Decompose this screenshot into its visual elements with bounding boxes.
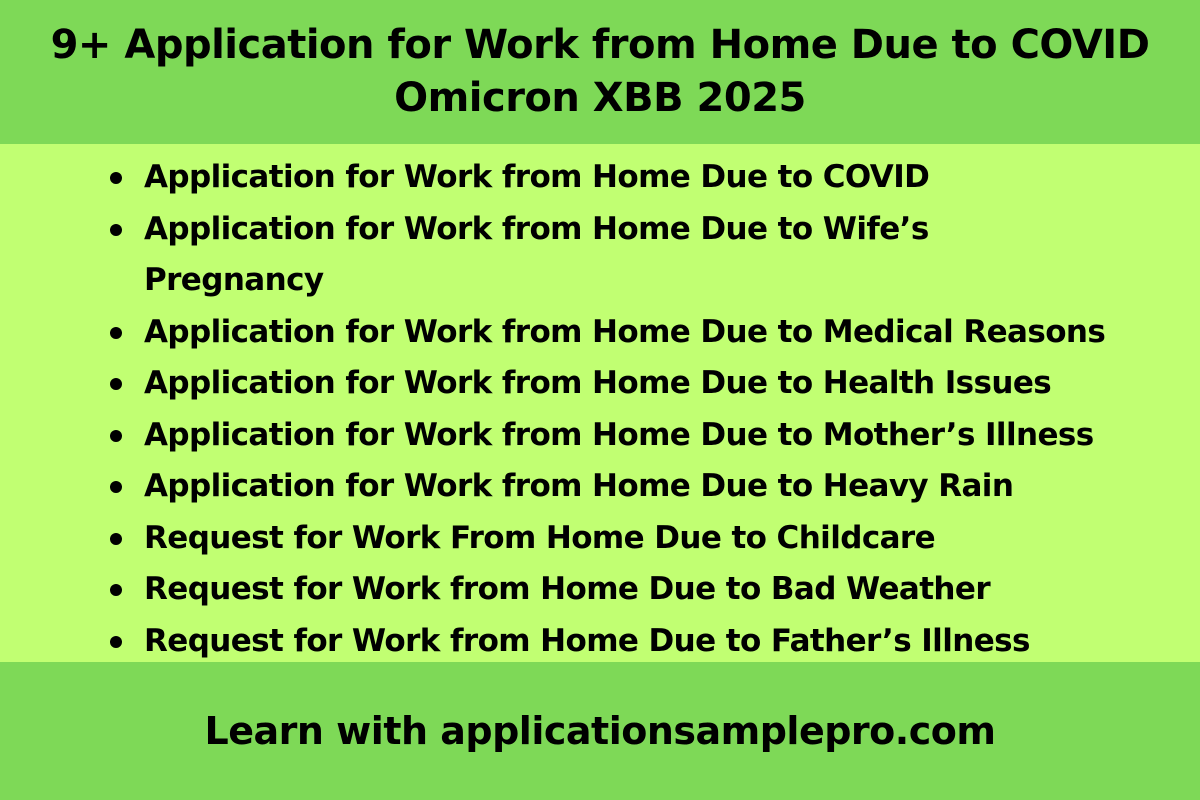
list-item-text: Application for Work from Home Due to Wife’s Pregnancy [144,210,929,298]
list-item-text: Application for Work from Home Due to Heavy Rain [144,468,1014,504]
list-item [106,152,1186,204]
list-item [106,204,1186,307]
footer-text: Learn with applicationsamplepro.com [204,709,996,753]
list-item [106,410,1186,462]
list-item-text: Request for Work From Home Due to Childcare [144,519,936,556]
content-panel [0,144,1200,662]
list-item [106,513,1186,565]
list-item-text: Application for Work from Home Due to Mother’s Illness [144,416,1094,453]
list-item [106,358,1186,410]
bullet-icon [110,327,122,339]
list-item [106,307,1186,359]
bullet-icon [110,224,122,236]
bullet-icon [110,378,122,390]
bullet-icon [110,481,122,493]
application-list [106,152,1186,667]
list-item-text: Request for Work from Home Due to Bad Weather [144,571,991,607]
footer-band [0,662,1200,800]
list-item [106,564,1186,616]
bullet-icon [110,584,122,596]
bullet-icon [110,636,122,648]
bullet-icon [110,430,122,442]
list-item-text: Application for Work from Home Due to Medical Reasons [144,313,1106,350]
header-band [0,0,1200,144]
list-item-text: Request for Work from Home Due to Father’s Illness [144,622,1030,659]
list-item [106,616,1186,668]
list-item-text: Application for Work from Home Due to Health Issues [144,365,1052,401]
bullet-icon [110,533,122,545]
list-item [106,461,1186,513]
bullet-icon [110,172,122,184]
list-item-text: Application for Work from Home Due to COVID [144,159,930,195]
page-title: 9+ Application for Work from Home Due to COVID Omicron XBB 2025 [50,22,1150,121]
